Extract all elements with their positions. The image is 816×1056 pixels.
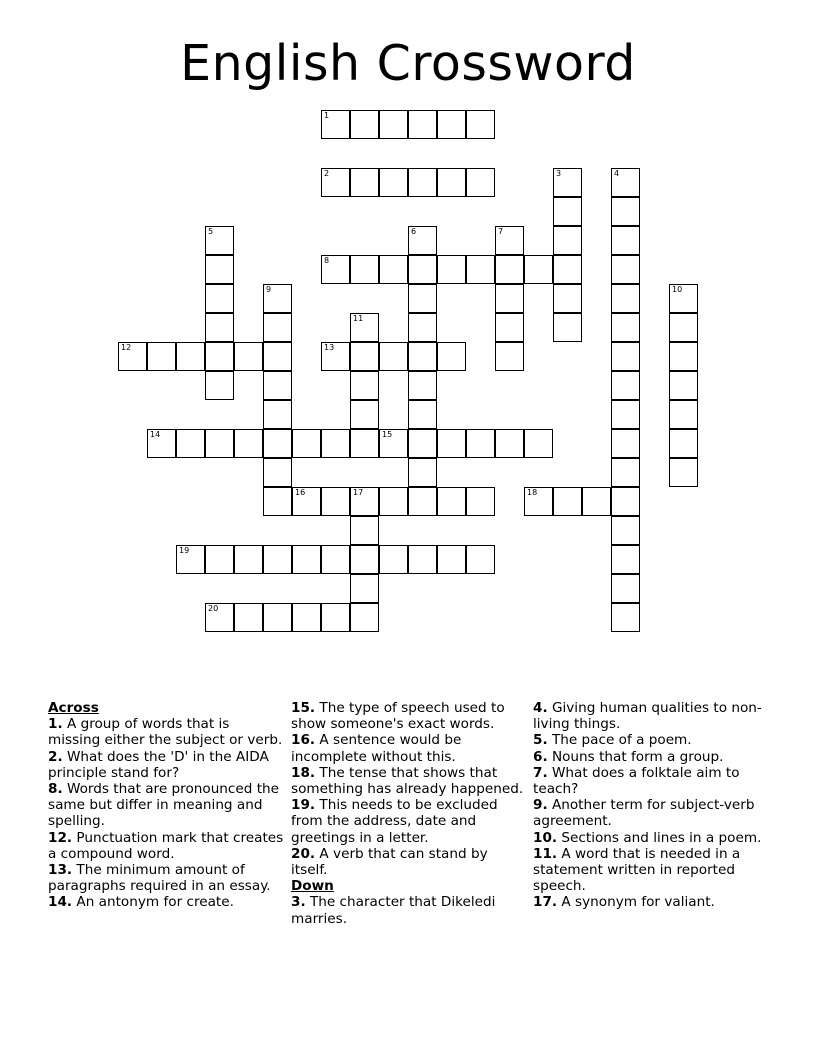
grid-cell[interactable] — [408, 313, 437, 342]
grid-cell[interactable] — [495, 342, 524, 371]
clue-item-number: 7. — [533, 764, 548, 781]
grid-cell[interactable] — [408, 284, 437, 313]
grid-cell[interactable] — [495, 429, 524, 458]
clue-number: 9 — [266, 285, 272, 294]
clue-item-number: 1. — [48, 716, 63, 733]
grid-cell[interactable] — [466, 168, 495, 197]
grid-cell[interactable] — [611, 284, 640, 313]
clue-item — [533, 846, 769, 895]
clue-number: 2 — [324, 169, 330, 178]
grid-cell[interactable] — [350, 371, 379, 400]
clue-item — [291, 765, 527, 797]
clue-heading-down: Down — [291, 878, 334, 895]
grid-cell[interactable] — [611, 371, 640, 400]
clue-number: 20 — [208, 604, 219, 613]
grid-cell[interactable] — [611, 313, 640, 342]
clue-item — [533, 749, 769, 765]
clue-item — [291, 700, 527, 732]
grid-cell[interactable] — [611, 342, 640, 371]
clue-item-number: 11. — [533, 845, 558, 862]
grid-cell[interactable] — [669, 400, 698, 429]
grid-cell[interactable] — [263, 487, 292, 516]
clue-number: 16 — [295, 488, 306, 497]
grid-cell[interactable] — [321, 487, 350, 516]
clue-item-text: A word that is needed in a statement written in reported speech. — [533, 845, 741, 895]
clue-number: 7 — [498, 227, 504, 236]
clue-item-text: What does the 'D' in the AIDA principle stand for? — [48, 748, 269, 781]
grid-cell[interactable] — [234, 545, 263, 574]
grid-cell[interactable] — [205, 226, 234, 255]
clue-item-text: The type of speech used to show someone's exact words. — [291, 700, 505, 733]
grid-cell[interactable] — [234, 603, 263, 632]
clue-number: 14 — [150, 430, 161, 439]
grid-cell[interactable] — [263, 342, 292, 371]
clue-item — [48, 830, 284, 862]
clue-item-number: 6. — [533, 748, 548, 765]
clue-item — [533, 797, 769, 829]
clue-item-text: Words that are pronounced the same but differ in meaning and spelling. — [48, 781, 280, 830]
grid-cell[interactable] — [553, 487, 582, 516]
grid-cell[interactable] — [553, 226, 582, 255]
clue-item-text: A verb that can stand by itself. — [291, 845, 488, 879]
grid-cell[interactable] — [669, 429, 698, 458]
grid-cell[interactable] — [408, 371, 437, 400]
clue-item-text: The pace of a poem. — [547, 732, 692, 749]
grid-cell[interactable] — [437, 342, 466, 371]
grid-cell[interactable] — [205, 545, 234, 574]
clue-item-text: Sections and lines in a poem. — [557, 829, 762, 846]
grid-cell[interactable] — [379, 487, 408, 516]
grid-cell[interactable] — [379, 168, 408, 197]
grid-cell[interactable] — [611, 168, 640, 197]
grid-cell[interactable] — [669, 458, 698, 487]
clue-number: 1 — [324, 111, 330, 120]
clue-item-text: A sentence would be incomplete without this. — [291, 732, 462, 765]
clue-number: 3 — [556, 169, 562, 178]
grid-cell[interactable] — [611, 197, 640, 226]
grid-cell[interactable] — [408, 400, 437, 429]
clue-item — [291, 732, 527, 764]
clue-item-number: 12. — [48, 829, 73, 846]
clue-item-number: 17. — [533, 894, 558, 911]
grid-cell[interactable] — [611, 226, 640, 255]
clue-item-text: The character that Dikeledi marries. — [291, 894, 496, 927]
grid-cell[interactable] — [611, 429, 640, 458]
grid-cell[interactable] — [205, 371, 234, 400]
clue-number: 18 — [527, 488, 538, 497]
grid-cell[interactable] — [611, 400, 640, 429]
grid-cell[interactable] — [611, 458, 640, 487]
grid-cell[interactable] — [611, 487, 640, 516]
grid-cell[interactable] — [495, 284, 524, 313]
clue-heading-across: Across — [48, 700, 99, 716]
clue-item-text: Giving human qualities to non-living things. — [533, 700, 762, 733]
clue-item-text: Punctuation mark that creates a compound word. — [48, 829, 284, 862]
clue-item-number: 14. — [48, 894, 73, 911]
page-title: English Crossword — [180, 35, 636, 92]
clue-number: 17 — [353, 488, 364, 497]
grid-cell[interactable] — [350, 400, 379, 429]
clue-item-text: A synonym for valiant. — [557, 894, 715, 911]
clue-column-1 — [48, 700, 284, 911]
grid-cell[interactable] — [437, 255, 466, 284]
grid-cell[interactable] — [611, 574, 640, 603]
clue-item — [291, 846, 527, 878]
clue-item-number: 8. — [48, 781, 63, 798]
clue-item-number: 13. — [48, 862, 73, 879]
clue-item-number: 2. — [48, 748, 63, 765]
grid-cell[interactable] — [321, 545, 350, 574]
clue-item — [533, 700, 769, 732]
grid-cell[interactable] — [292, 429, 321, 458]
grid-cell[interactable] — [524, 255, 553, 284]
clue-item — [48, 781, 284, 830]
grid-cell[interactable] — [466, 110, 495, 139]
grid-cell[interactable] — [205, 603, 234, 632]
grid-cell[interactable] — [611, 516, 640, 545]
grid-cell[interactable] — [553, 255, 582, 284]
clue-number: 4 — [614, 169, 620, 178]
clue-item — [48, 894, 284, 910]
clue-item — [533, 830, 769, 846]
grid-cell[interactable] — [350, 342, 379, 371]
grid-cell[interactable] — [263, 400, 292, 429]
grid-cell[interactable] — [118, 342, 147, 371]
grid-cell[interactable] — [437, 545, 466, 574]
grid-cell[interactable] — [205, 255, 234, 284]
grid-cell[interactable] — [379, 110, 408, 139]
grid-cell[interactable] — [176, 342, 205, 371]
grid-cell[interactable] — [408, 168, 437, 197]
clue-column-2 — [291, 700, 527, 927]
grid-cell[interactable] — [263, 284, 292, 313]
clue-number: 13 — [324, 343, 335, 352]
clue-number: 8 — [324, 256, 330, 265]
grid-cell[interactable] — [611, 545, 640, 574]
grid-cell[interactable] — [292, 603, 321, 632]
grid-cell[interactable] — [582, 487, 611, 516]
clue-item-number: 20. — [291, 845, 316, 862]
grid-cell[interactable] — [495, 226, 524, 255]
grid-cell[interactable] — [408, 226, 437, 255]
grid-cell[interactable] — [408, 342, 437, 371]
grid-cell[interactable] — [669, 284, 698, 313]
grid-cell[interactable] — [611, 603, 640, 632]
clue-item-number: 18. — [291, 764, 316, 781]
clue-item — [533, 732, 769, 748]
clue-item-number: 9. — [533, 797, 548, 814]
grid-cell[interactable] — [350, 168, 379, 197]
clue-item-number: 3. — [291, 894, 306, 911]
clue-item-text: Nouns that form a group. — [547, 748, 724, 765]
grid-cell[interactable] — [321, 429, 350, 458]
grid-cell[interactable] — [350, 487, 379, 516]
grid-cell[interactable] — [669, 371, 698, 400]
grid-cell[interactable] — [466, 487, 495, 516]
grid-cell[interactable] — [205, 342, 234, 371]
grid-cell[interactable] — [350, 574, 379, 603]
grid-cell[interactable] — [437, 168, 466, 197]
grid-cell[interactable] — [234, 342, 263, 371]
grid-cell[interactable] — [408, 545, 437, 574]
grid-cell[interactable] — [379, 255, 408, 284]
grid-cell[interactable] — [350, 313, 379, 342]
grid-cell[interactable] — [611, 255, 640, 284]
grid-cell[interactable] — [669, 342, 698, 371]
grid-cell[interactable] — [205, 284, 234, 313]
grid-cell[interactable] — [176, 545, 205, 574]
clue-item-text: A group of words that is missing either the subject or verb. — [48, 716, 283, 749]
clue-item-text: An antonym for create. — [72, 894, 234, 911]
clue-item-text: What does a folktale aim to teach? — [533, 764, 740, 798]
grid-cell[interactable] — [379, 545, 408, 574]
grid-cell[interactable] — [669, 313, 698, 342]
grid-cell[interactable] — [321, 342, 350, 371]
clue-item — [533, 765, 769, 797]
clue-item-number: 5. — [533, 732, 548, 749]
grid-cell[interactable] — [379, 342, 408, 371]
clue-item — [48, 749, 284, 781]
grid-cell[interactable] — [350, 255, 379, 284]
clue-number: 12 — [121, 343, 132, 352]
grid-cell[interactable] — [408, 458, 437, 487]
clue-item-number: 15. — [291, 700, 316, 716]
clue-item — [533, 894, 769, 910]
grid-cell[interactable] — [466, 255, 495, 284]
clue-number: 19 — [179, 546, 190, 555]
grid-cell[interactable] — [437, 429, 466, 458]
grid-cell[interactable] — [350, 603, 379, 632]
grid-cell[interactable] — [495, 255, 524, 284]
grid-cell[interactable] — [147, 429, 176, 458]
grid-cell[interactable] — [350, 110, 379, 139]
clue-column-3 — [533, 700, 769, 911]
grid-cell[interactable] — [263, 458, 292, 487]
grid-cell[interactable] — [205, 429, 234, 458]
clue-item-number: 16. — [291, 732, 316, 749]
clue-item-number: 19. — [291, 797, 316, 814]
grid-cell[interactable] — [263, 603, 292, 632]
grid-cell[interactable] — [553, 313, 582, 342]
grid-cell[interactable] — [408, 429, 437, 458]
grid-cell[interactable] — [263, 313, 292, 342]
grid-cell[interactable] — [495, 313, 524, 342]
clue-item-text: The tense that shows that something has already happened. — [291, 764, 524, 798]
clue-number: 15 — [382, 430, 393, 439]
grid-cell[interactable] — [321, 603, 350, 632]
grid-cell[interactable] — [350, 545, 379, 574]
clue-number: 11 — [353, 314, 364, 323]
grid-cell[interactable] — [553, 168, 582, 197]
grid-cell[interactable] — [263, 371, 292, 400]
clue-item — [48, 862, 284, 894]
grid-cell[interactable] — [176, 429, 205, 458]
grid-cell[interactable] — [437, 487, 466, 516]
clue-item-number: 10. — [533, 829, 558, 846]
grid-cell[interactable] — [466, 429, 495, 458]
clue-item-text: This needs to be excluded from the address, date and greetings in a letter. — [291, 797, 498, 846]
grid-cell[interactable] — [292, 487, 321, 516]
grid-cell[interactable] — [321, 168, 350, 197]
clue-item-number: 4. — [533, 700, 548, 716]
grid-cell[interactable] — [408, 255, 437, 284]
clue-item-text: Another term for subject-verb agreement. — [533, 797, 755, 830]
grid-cell[interactable] — [437, 110, 466, 139]
clue-item — [291, 894, 527, 926]
grid-cell[interactable] — [263, 545, 292, 574]
clue-number: 5 — [208, 227, 214, 236]
clue-item — [48, 716, 284, 748]
grid-cell[interactable] — [321, 110, 350, 139]
clue-number: 6 — [411, 227, 417, 236]
clue-item — [291, 797, 527, 846]
grid-cell[interactable] — [321, 255, 350, 284]
grid-cell[interactable] — [350, 516, 379, 545]
grid-cell[interactable] — [205, 313, 234, 342]
grid-cell[interactable] — [466, 545, 495, 574]
grid-cell[interactable] — [379, 429, 408, 458]
grid-cell[interactable] — [553, 197, 582, 226]
grid-cell[interactable] — [524, 487, 553, 516]
clue-number: 10 — [672, 285, 683, 294]
grid-cell[interactable] — [408, 487, 437, 516]
grid-cell[interactable] — [350, 429, 379, 458]
grid-cell[interactable] — [263, 429, 292, 458]
grid-cell[interactable] — [553, 284, 582, 313]
grid-cell[interactable] — [234, 429, 263, 458]
grid-cell[interactable] — [408, 110, 437, 139]
grid-cell[interactable] — [292, 545, 321, 574]
grid-cell[interactable] — [147, 342, 176, 371]
grid-cell[interactable] — [524, 429, 553, 458]
clue-item-text: The minimum amount of paragraphs required in an essay. — [48, 862, 271, 895]
